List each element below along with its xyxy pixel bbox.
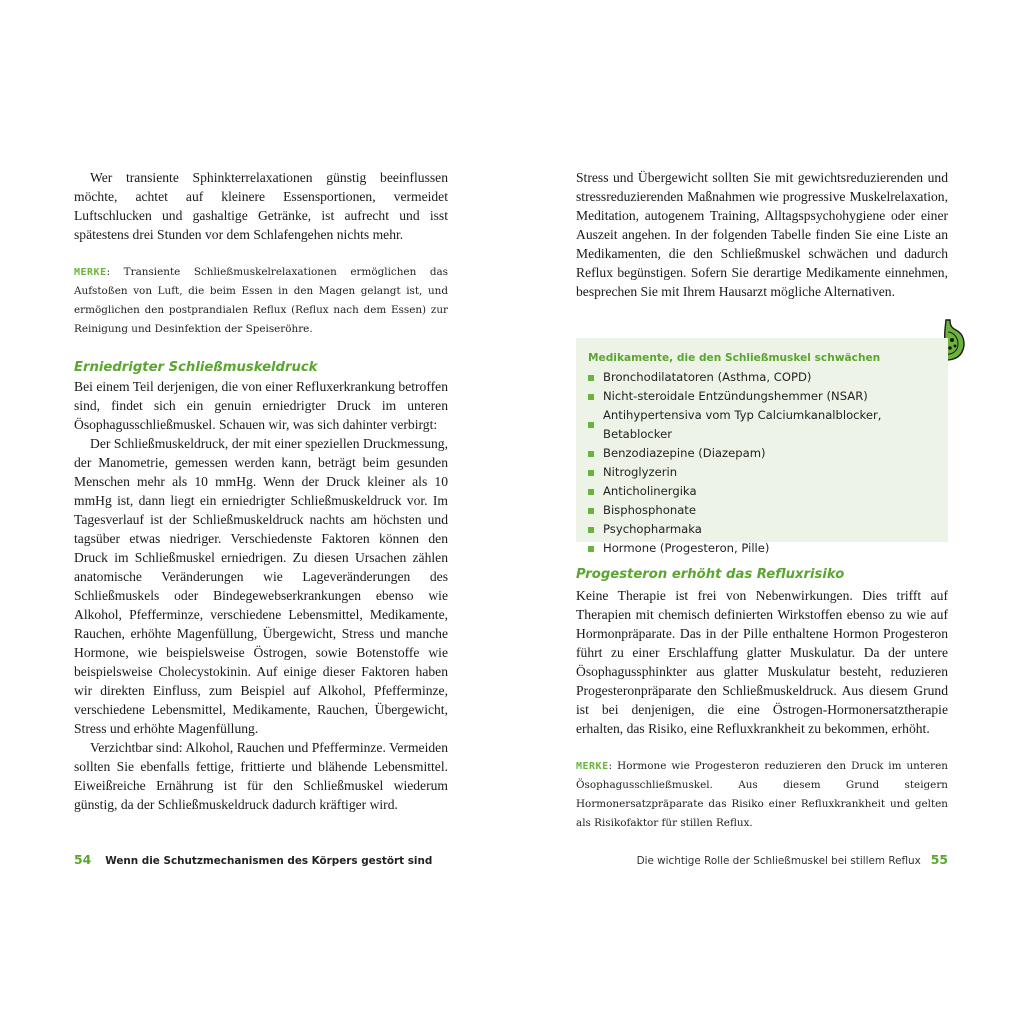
medication-item [588,368,936,387]
left-paragraph-1: Wer transiente Sphinkterrelaxationen günstig beeinflussen möchte, achtet auf kleinere Essensportionen, vermeidet Luftschlucken und gashaltige Getränke, ist aufrecht und isst spätestens drei Stunden vor dem Schlafengehen nichts mehr. [74,170,448,242]
running-title-left: Wenn die Schutzmechanismen des Körpers gestört sind [105,855,433,867]
right-page-lower [576,566,948,833]
left-merke-note [74,263,448,339]
page-number-right: 55 [930,852,948,867]
medication-item [588,539,936,558]
medication-list [588,368,936,558]
medication-item [588,406,936,444]
medication-item-label: Bisphosphonate [603,503,696,517]
bullet-square-icon [588,527,594,533]
running-title-right: Die wichtige Rolle der Schließmuskel bei stillem Reflux [636,855,921,867]
medication-item [588,463,936,482]
bullet-square-icon [588,375,594,381]
bullet-square-icon [588,470,594,476]
medication-item-label: Antihypertensiva vom Typ Calciumkanalblocker, Betablocker [603,408,882,441]
medication-item-label: Psychopharmaka [603,522,702,536]
medication-item-label: Hormone (Progesteron, Pille) [603,541,770,555]
medication-box [576,338,948,555]
merke-text: : Transiente Schließmuskelrelaxationen ermöglichen das Aufstoßen von Luft, die beim Essen in den Magen gelangt ist, und ermöglichen den postprandialen Reflux (Reflux nach dem Essen) zur Reinigung und Desinfektion der Speiseröhre. [74,266,448,335]
medication-item-label: Nitroglyzerin [603,465,678,479]
left-paragraph-2: Bei einem Teil derjenigen, die von einer Refluxerkrankung betroffen sind, findet sich ein genuin erniedrigter Druck im unteren Ösophagusschließmuskel. Schauen wir, was sich dahinter verbirgt: [74,379,448,432]
merke-label: MERKE [576,761,609,772]
right-merke-note [576,757,948,833]
medication-item [588,444,936,463]
footer-left [74,853,432,868]
bullet-square-icon [588,451,594,457]
medication-item [588,520,936,539]
left-page [74,168,448,814]
footer-right [637,853,948,868]
medication-item-label: Anticholinergika [603,484,697,498]
page-number-left: 54 [74,852,92,867]
right-page [576,168,948,301]
left-paragraph-3: Der Schließmuskeldruck, der mit einer speziellen Druckmessung, der Manometrie, gemessen werden kann, beträgt beim gesunden Menschen mehr als 10 mmHg. Wenn der Druck kleiner als 10 mmHg ist, dann liegt ein erniedrigter Schließmuskeldruck vor. Im Tagesverlauf ist der Schließmuskeldruck nachts am höchsten und tagsüber etwas niedriger. Verschiedenste Faktoren können den Druck im Schließmuskel erniedrigen. Zu diesen Ursachen zählen anatomische Veränderungen wie Lageveränderungen des Schließmuskels oder Bindegewebserkrankungen ebenso wie Alkohol, Pfefferminze, verschiedene Lebensmittel, Medikamente, Rauchen, erhöhte Magenfüllung, Übergewicht, Stress und manche Hormone, wie beispielsweise Östrogen, sowie Botenstoffe wie beispielsweise Cholecystokinin. Auf einige dieser Faktoren haben wir direkten Einfluss, zum Beispiel auf Alkohol, Pfefferminze, verschiedene Lebensmittel, Medikamente, Rauchen, Übergewicht, Stress und erhöhte Magenfüllung. [74,436,448,736]
medication-item-label: Benzodiazepine (Diazepam) [603,446,766,460]
right-paragraph-1: Stress und Übergewicht sollten Sie mit gewichtsreduzierenden und stressreduzierenden Maßnahmen wie progressive Muskelrelaxation, Meditation, autogenem Training, Alltagspsychohygiene oder einer Auszeit angehen. In der folgenden Tabelle finden Sie eine Liste an Medikamenten, die den Schließmuskel schwächen und dadurch Reflux begünstigen. Sofern Sie derartige Medikamente einnehmen, besprechen Sie mit Ihrem Hausarzt mögliche Alternativen. [576,170,948,299]
bullet-square-icon [588,394,594,400]
box-title: Medikamente, die den Schließmuskel schwächen [588,352,881,364]
medication-item [588,482,936,501]
bullet-square-icon [588,489,594,495]
bullet-square-icon [588,508,594,514]
section-heading-pressure: Erniedrigter Schließmuskeldruck [74,360,318,375]
medication-item-label: Bronchodilatatoren (Asthma, COPD) [603,370,812,384]
medication-item [588,501,936,520]
section-heading-progesterone: Progesteron erhöht das Refluxrisiko [576,567,845,582]
medication-item [588,387,936,406]
bullet-square-icon [588,422,594,428]
merke-text: : Hormone wie Progesteron reduzieren den Druck im unteren Ösophagusschließmuskel. Aus diesem Grund steigern Hormonersatzpräparate das Risiko einer Refluxkrankheit und gelten als Risikofaktor für stillen Reflux. [576,760,948,829]
left-paragraph-4: Verzichtbar sind: Alkohol, Rauchen und Pfefferminze. Vermeiden sollten Sie ebenfalls fettige, frittierte und blähende Lebensmittel. Eiweißreiche Ernährung ist für den Schließmuskel wiederum günstig, da der Schließmuskeldruck dadurch kräftiger wird. [74,740,448,812]
bullet-square-icon [588,546,594,552]
merke-label: MERKE [74,267,107,278]
right-paragraph-2: Keine Therapie ist frei von Nebenwirkungen. Dies trifft auf Therapien mit chemisch definierten Wirkstoffen ebenso zu wie auf Hormonpräparate. Das in der Pille enthaltene Hormon Progesteron führt zu einer Erschlaffung glatter Muskulatur. Da der untere Ösophagussphinkter aus glatter Muskulatur besteht, reduzieren Progesteronpräparate den Schließmuskeldruck. Aus diesem Grund ist bei denjenigen, die eine Östrogen-Hormonersatztherapie erhalten, das Risiko, eine Refluxkrankheit zu bekommen, erhöht. [576,588,948,736]
medication-item-label: Nicht-steroidale Entzündungshemmer (NSAR) [603,389,868,403]
